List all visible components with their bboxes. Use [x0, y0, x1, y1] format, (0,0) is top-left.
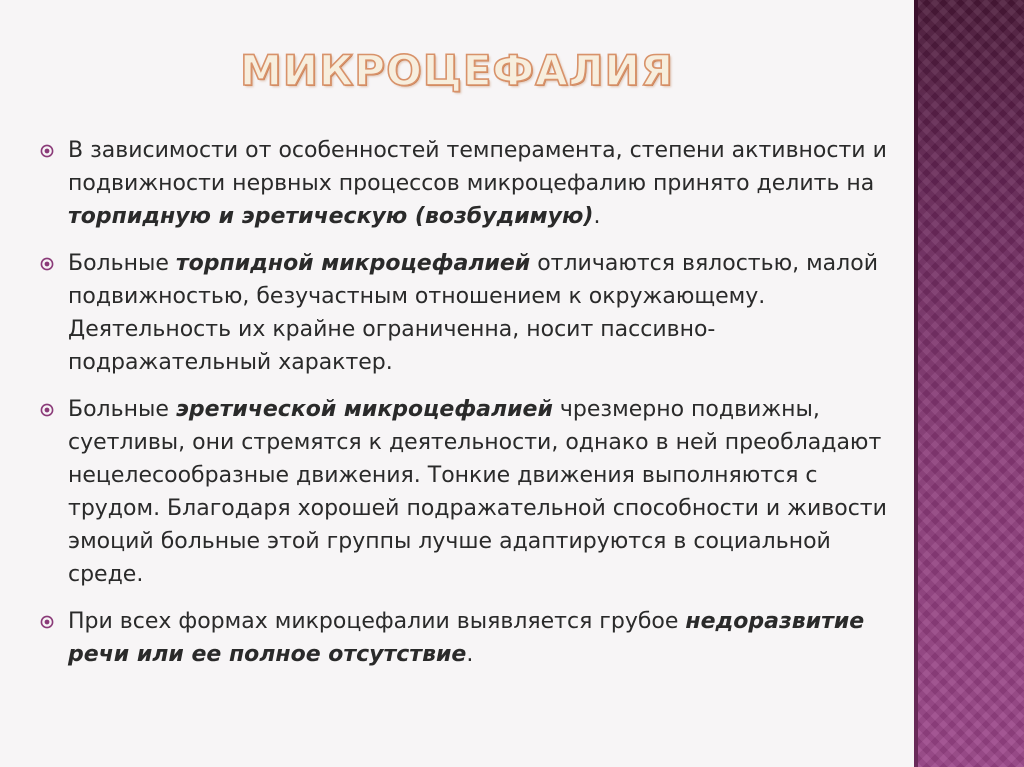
decorative-side-bar [914, 0, 1024, 767]
bullet-text: В зависимости от особенностей темперамента, степени активности и подвижности нервных процессов микроцефалию принято делить на [68, 138, 887, 196]
bullet-item [40, 134, 910, 233]
bullet-text: . [593, 204, 601, 229]
bullet-emphasis: недоразвитие речи или ее полное отсутствие [68, 609, 865, 667]
bullet-text: Больные [68, 397, 176, 422]
target-circle-icon [40, 403, 54, 417]
bullet-list [40, 134, 910, 685]
bullet-emphasis: торпидной микроцефалией [175, 251, 531, 276]
bullet-item [40, 247, 910, 379]
bullet-item [40, 393, 910, 591]
target-circle-icon [40, 615, 54, 629]
target-circle-icon [40, 144, 54, 158]
bullet-item [40, 605, 910, 671]
slide-title: МИКРОЦЕФАЛИЯ [240, 46, 674, 95]
bullet-emphasis: эретической микроцефалией [175, 397, 553, 422]
bullet-text: . [466, 642, 474, 667]
target-circle-icon [40, 257, 54, 271]
bullet-emphasis: торпидную и эретическую (возбудимую) [68, 204, 594, 229]
bullet-text: Больные [68, 251, 176, 276]
bullet-text: чрезмерно подвижны, суетливы, они стремятся к деятельности, однако в ней преобладают нецелесообразные движения. Тонкие движения выполняются с трудом. Благодаря хорошей подражательной способности и живости эмоций больные этой группы лучше адаптируются в социальной среде. [68, 397, 887, 587]
bullet-text: При всех формах микроцефалии выявляется грубое [68, 609, 686, 634]
bullet-text: отличаются вялостью, малой подвижностью, безучастным отношением к окружающему. Деятельность их крайне ограниченна, носит пассивно-подражательный характер. [68, 251, 878, 375]
